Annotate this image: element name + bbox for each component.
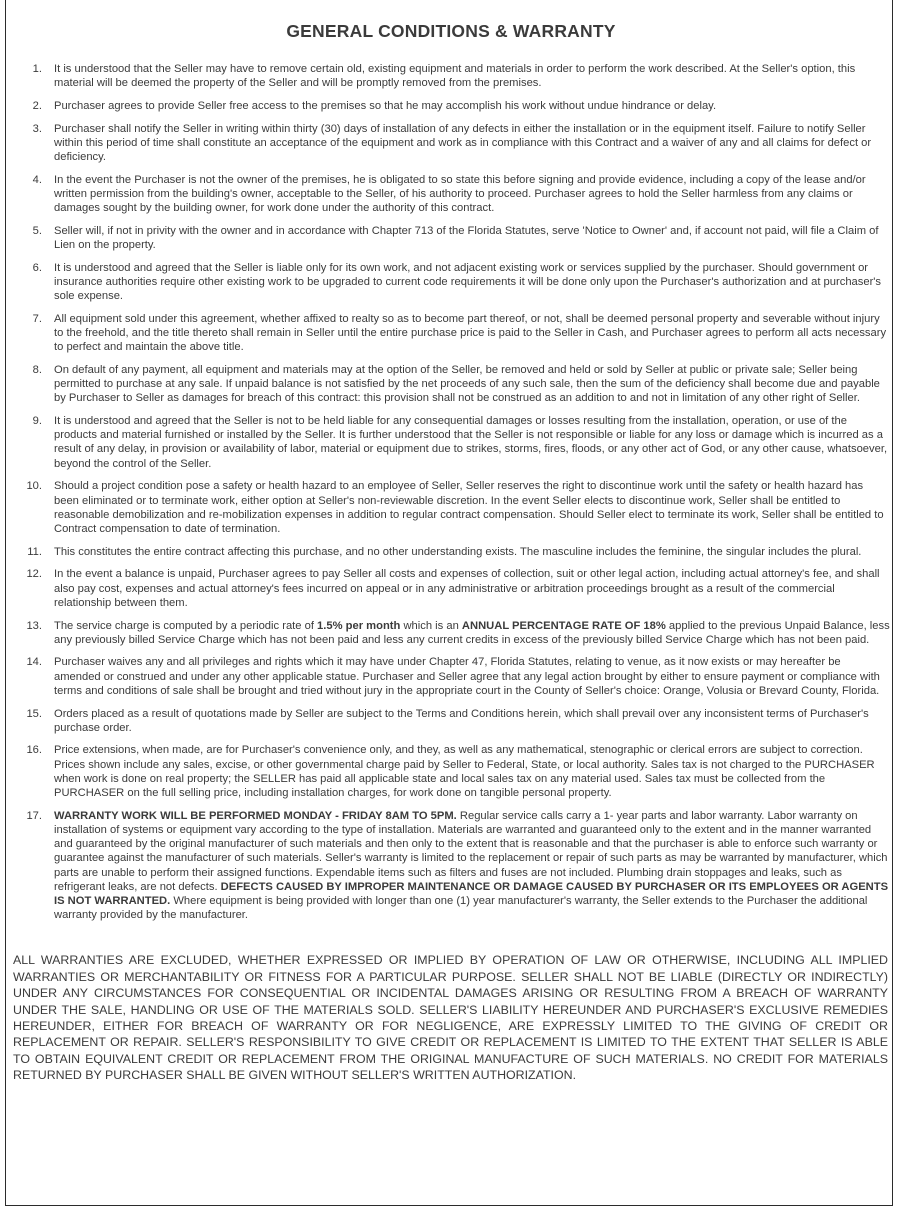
- term-item: [12, 743, 890, 800]
- term-item: [12, 224, 890, 252]
- term-item: [12, 62, 890, 90]
- term-text: Price extensions, when made, are for Purchaser's convenience only, and they, as well as any mathematical, stenographic or clerical errors are subject to correction. Prices shown include any sales, excise, or other governmental charge paid by Seller to Federal, State, or local authority. Sales tax is not charged to the PURCHASER when work is done on real property; the SELLER has paid all applicable state and local sales tax on any material used. Sales tax must be collected from the PURCHASER on the full selling price, including installation charges, for work done on tangible personal property.: [54, 744, 875, 800]
- term-text: Seller will, if not in privity with the owner and in accordance with Chapter 713 of the Florida Statutes, serve 'Notice to Owner' and, if account not paid, will file a Claim of Lien on the property.: [54, 224, 879, 252]
- term-item: [12, 545, 890, 559]
- term-item: [12, 619, 890, 647]
- term-number: 8.: [32, 363, 42, 376]
- term-number: 14.: [26, 656, 42, 669]
- term-number: 4.: [32, 173, 42, 186]
- term-text: On default of any payment, all equipment and materials may at the option of the Seller, be removed and held or sold by Seller at public or private sale; Seller being permitted to purchase at any sale. If unpaid balance is not satisfied by the net proceeds of any such sale, then the sum of the deficiency shall become due and payable by Purchaser to Seller as damages for breach of this contract: this provision shall not be construed as an addition to and not in limitation of any other right of Seller.: [54, 363, 880, 405]
- term-number: 10.: [26, 480, 42, 493]
- term-item: [12, 479, 890, 536]
- term-item: [12, 312, 890, 355]
- term-text: WARRANTY WORK WILL BE PERFORMED MONDAY - FRIDAY 8AM TO 5PM. Regular service calls carry a 1- year parts and labor warranty. Labor warranty on installation of systems or equipment vary according to the type of installation. Materials are warranted and guaranteed only to the extent and in the manner warranted and guaranteed by the original manufacturer of such materials and then only to the extent that is reasonable and that the purchaser is able to enforce such warranty or guarantee against the manufacturer of such materials. Seller's warranty is limited to the replacement or repair of such parts as may be warranted by manufacturer, which parts are unable to perform their assigned functions. Expendable items such as filters and fuses are not included. Plumbing drain stoppages and leaks, such as refrigerant leaks, are not defects. DEFECTS CAUSED BY IMPROPER MAINTENANCE OR DAMAGE CAUSED BY PURCHASER OR ITS EMPLOYEES OR AGENTS IS NOT WARRANTED. Where equipment is being provided with longer than one (1) year manufacturer's warranty, the Seller extends to the Purchaser the additional warranty provided by the manufacturer.: [54, 809, 889, 922]
- term-item: [12, 173, 890, 216]
- term-text: It is understood that the Seller may have to remove certain old, existing equipment and materials in order to perform the work described. At the Seller's option, this material will be deemed the property of the Seller and will be promptly removed from the premises.: [54, 63, 856, 90]
- term-number: 17.: [26, 809, 42, 822]
- term-text: Orders placed as a result of quotations made by Seller are subject to the Terms and Conditions herein, which shall prevail over any inconsistent terms of Purchaser's purchase order.: [54, 707, 869, 734]
- term-text: Should a project condition pose a safety or health hazard to an employee of Seller, Seller reserves the right to discontinue work until the safety or health hazard has been eliminated or to terminate work, either option at Seller's non-reviewable discretion. In the event Seller elects to discontinue work, Seller shall be entitled to reasonable demobilization and re-mobilization expenses in addition to regular contract compensation. Should Seller elect to terminate its work, Seller shall be entitled to Contract compensation to date of termination.: [54, 480, 884, 535]
- term-number: 16.: [26, 744, 42, 757]
- warranty-disclaimer-paragraph: ALL WARRANTIES ARE EXCLUDED, WHETHER EXPRESSED OR IMPLIED BY OPERATION OF LAW OR OTHERWISE, INCLUDING ALL IMPLIED WARRANTIES OR MERCHANTABILITY OR FITNESS FOR A PARTICULAR PURPOSE. SELLER SHALL NOT BE LIABLE (DIRECTLY OR INDIRECTLY) UNDER ANY CIRCUMSTANCES FOR CONSEQUENTIAL OR INCIDENTAL DAMAGES ARISING OR RESULTING FROM A BREACH OF WARRANTY UNDER THE SALE, HANDLING OR USE OF THE MATERIALS SOLD. SELLER'S LIABILITY HEREUNDER AND PURCHASER'S EXCLUSIVE REMEDIES HEREUNDER, EITHER FOR BREACH OF WARRANTY OR FOR NEGLIGENCE, ARE EXPRESSLY LIMITED TO THE GIVING OF CREDIT OR REPLACEMENT OR REPAIR. SELLER'S RESPONSIBILITY TO GIVE CREDIT OR REPLACEMENT IS LIMITED TO THE EXTENT THAT SELLER IS ABLE TO OBTAIN EQUIVALENT CREDIT OR REPLACEMENT FROM THE ORIGINAL MANUFACTURE OF SUCH MATERIALS. NO CREDIT FOR MATERIALS RETURNED BY PURCHASER SHALL BE GIVEN WITHOUT SELLER'S WRITTEN AUTHORIZATION.: [13, 953, 888, 1083]
- term-number: 12.: [26, 568, 42, 581]
- term-number: 3.: [32, 122, 42, 135]
- term-number: 1.: [32, 63, 42, 75]
- term-number: 6.: [32, 261, 42, 274]
- document-content: [0, 21, 900, 1084]
- term-item: [12, 122, 890, 165]
- term-item: [12, 99, 890, 113]
- term-text: The service charge is computed by a periodic rate of 1.5% per month which is an ANNUAL PERCENTAGE RATE OF 18% applied to the previous Unpaid Balance, less any previously billed Service Charge which has not been paid and less any current credits in excess of the previously billed Service Charge which has not been paid.: [54, 619, 890, 646]
- page-title: GENERAL CONDITIONS & WARRANTY: [286, 21, 616, 41]
- term-text: This constitutes the entire contract affecting this purchase, and no other understanding exists. The masculine includes the feminine, the singular includes the plural.: [54, 545, 862, 558]
- term-number: 7.: [32, 312, 42, 325]
- term-number: 11.: [27, 545, 42, 558]
- term-number: 9.: [32, 415, 42, 428]
- term-item: [12, 363, 890, 406]
- term-text: It is understood and agreed that the Seller is not to be held liable for any consequential damages or losses resulting from the installation, operation, or use of the products and material furnished or installed by the Seller. It is further understood that the Seller is not responsible or liable for any loss or damage which is incurred as a result of any delay, in provision or availability of labor, material or equipment due to strikes, storms, fires, floods, or any other act of God, or any other cause, whatsoever, beyond the control of the Seller.: [54, 415, 888, 470]
- terms-and-conditions-list: [12, 62, 890, 922]
- term-item: [12, 809, 890, 923]
- term-item: [12, 707, 890, 735]
- term-number: 2.: [32, 99, 42, 112]
- term-number: 15.: [26, 707, 42, 720]
- term-text: Purchaser waives any and all privileges and rights which it may have under Chapter 47, Florida Statutes, relating to venue, as it now exists or may hereafter be amended or construed and under any other applicable statue. Purchaser and Seller agree that any legal action brought by either to ensure payment or compliance with terms and conditions of sale shall be brought and tried without jury in the appropriate court in the County of Seller's choice: Orange, Volusia or Brevard County, Florida.: [54, 656, 880, 697]
- term-item: [12, 567, 890, 610]
- term-text: It is understood and agreed that the Seller is liable only for its own work, and not adjacent existing work or services supplied by the purchaser. Should government or insurance authorities require other existing work to be upgraded to current code requirements it will be done only upon the Purchaser's authorization and at purchaser's sole expense.: [54, 261, 882, 303]
- term-number: 13.: [26, 619, 42, 632]
- term-text: In the event the Purchaser is not the owner of the premises, he is obligated to so state this before signing and provide evidence, including a copy of the lease and/or written permission from the building's owner, acceptable to the Seller, of his authority to proceed. Purchaser agrees to hold the Seller harmless from any claims or damages sought by the building owner, for work done under the authority of this contract.: [54, 173, 866, 215]
- term-item: [12, 414, 890, 471]
- term-text: In the event a balance is unpaid, Purchaser agrees to pay Seller all costs and expenses of collection, suit or other legal action, including actual attorney's fee, and shall also pay cost, expenses and actual attorney's fees incurred on appeal or in any administrative or arbitration proceedings brought as a result of the commercial relationship between them.: [54, 568, 880, 609]
- term-item: [12, 655, 890, 698]
- term-item: [12, 261, 890, 304]
- term-number: 5.: [32, 224, 42, 237]
- term-text: All equipment sold under this agreement, whether affixed to realty so as to become part thereof, or not, shall be deemed personal property and severable without injury to the freehold, and the title thereto shall remain in Seller until the entire purchase price is paid to the Seller in Cash, and Purchaser agrees to perform all acts necessary to perfect and maintain the above title.: [54, 312, 887, 354]
- term-text: Purchaser agrees to provide Seller free access to the premises so that he may accomplish his work without undue hindrance or delay.: [54, 99, 717, 112]
- term-text: Purchaser shall notify the Seller in writing within thirty (30) days of installation of any defects in either the installation or in the equipment itself. Failure to notify Seller within this period of time shall constitute an acceptance of the equipment and work as in compliance with this Contract and a waiver of any and all claims for defect or deficiency.: [54, 122, 872, 164]
